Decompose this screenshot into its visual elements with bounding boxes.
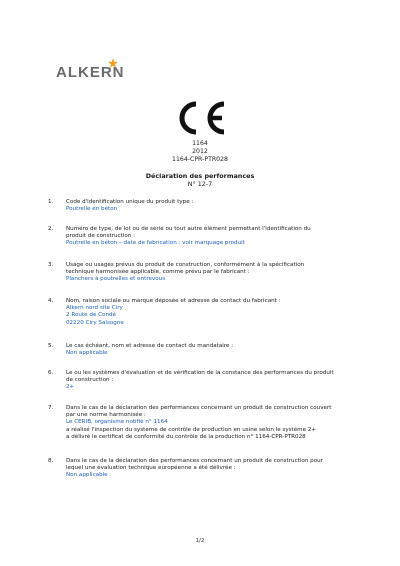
item-number: 7.: [48, 405, 54, 411]
item-line: Dans le cas de la déclaration des performances concernant un produit de construction couvert: [66, 405, 332, 411]
certificate-number: 1164-CPR-PTR028: [172, 156, 228, 163]
item-number: 3.: [48, 262, 54, 268]
notified-body-number: 1164: [192, 140, 208, 147]
item-line: a réalisé l'inspection du système de contrôle de production en usine selon le système 2+: [66, 426, 317, 433]
logo-star-icon: [108, 58, 118, 68]
item-body: [66, 226, 366, 248]
page-number: 1/2: [195, 538, 205, 544]
item-line: Code d'identification unique du produit type :: [66, 199, 194, 205]
item-line: par une norme harmonisée :: [66, 412, 146, 419]
item-line: produit de construction :: [66, 233, 135, 240]
item-number: 6.: [48, 370, 54, 376]
ce-mark-icon: [170, 98, 230, 138]
item-line: Le ou les systèmes d'évaluation et de vérification de la constance des performances du produit: [66, 370, 334, 376]
logo-text: ALKERN: [56, 64, 125, 81]
manufacturer-name: Alkern nord site Ciry: [66, 305, 123, 312]
ce-certification-block: [0, 140, 400, 164]
declaration-heading: [0, 172, 400, 188]
item-number: 8.: [48, 458, 54, 464]
declaration-number: N° 12-7: [187, 180, 213, 188]
item-body: [66, 199, 366, 213]
item-number: 1.: [48, 199, 54, 205]
item-line: a délivré le certificat de conformité du contrôle de la production n° 1164-CPR-PTR028: [66, 433, 306, 440]
item-body: [66, 458, 366, 480]
item-value: Poutrelle en béton – date de fabrication : voir marquage produit: [66, 240, 245, 247]
item-value: Non applicable: [66, 350, 108, 357]
manufacturer-street: 2 Route de Condé: [66, 312, 116, 319]
item-line: de construction :: [66, 377, 114, 384]
item-line: technique harmonisée applicable, comme prévu par le fabricant :: [66, 269, 250, 276]
item-line: Usage ou usages prévus du produit de construction, conformément à la spécification: [66, 262, 305, 268]
item-body: [66, 262, 366, 284]
item-value: Poutrelle en béton: [66, 206, 118, 213]
manufacturer-city: 02220 Ciry Salsogne: [66, 319, 124, 326]
item-number: 5.: [48, 343, 54, 349]
item-line: Le cas échéant, nom et adresse de contact du mandataire :: [66, 343, 234, 349]
item-body: [66, 405, 366, 441]
item-number: 2.: [48, 226, 54, 232]
notified-body: Le CERIB, organisme notifié n° 1164: [66, 419, 168, 426]
declaration-title: Déclaration des performances: [145, 172, 255, 180]
item-line: Numéro de type, de lot ou de série ou tout autre élément permettant l'identification du: [66, 226, 311, 232]
item-number: 4.: [48, 298, 54, 304]
item-value: Planchers à poutrelles et entrevous: [66, 276, 166, 283]
ce-year: 2012: [192, 148, 208, 155]
item-line: Nom, raison sociale ou marque déposée et adresse de contact du fabricant :: [66, 298, 281, 304]
alkern-logo: [56, 60, 146, 84]
item-line: lequel une évaluation technique européenne a été délivrée :: [66, 465, 236, 472]
item-body: [66, 343, 366, 357]
item-body: [66, 298, 366, 327]
item-value: Non applicable: [66, 472, 108, 479]
item-line: Dans le cas de la déclaration des performances concernant un produit de construction pour: [66, 458, 323, 464]
item-value: 2+: [66, 384, 75, 391]
item-body: [66, 370, 366, 392]
